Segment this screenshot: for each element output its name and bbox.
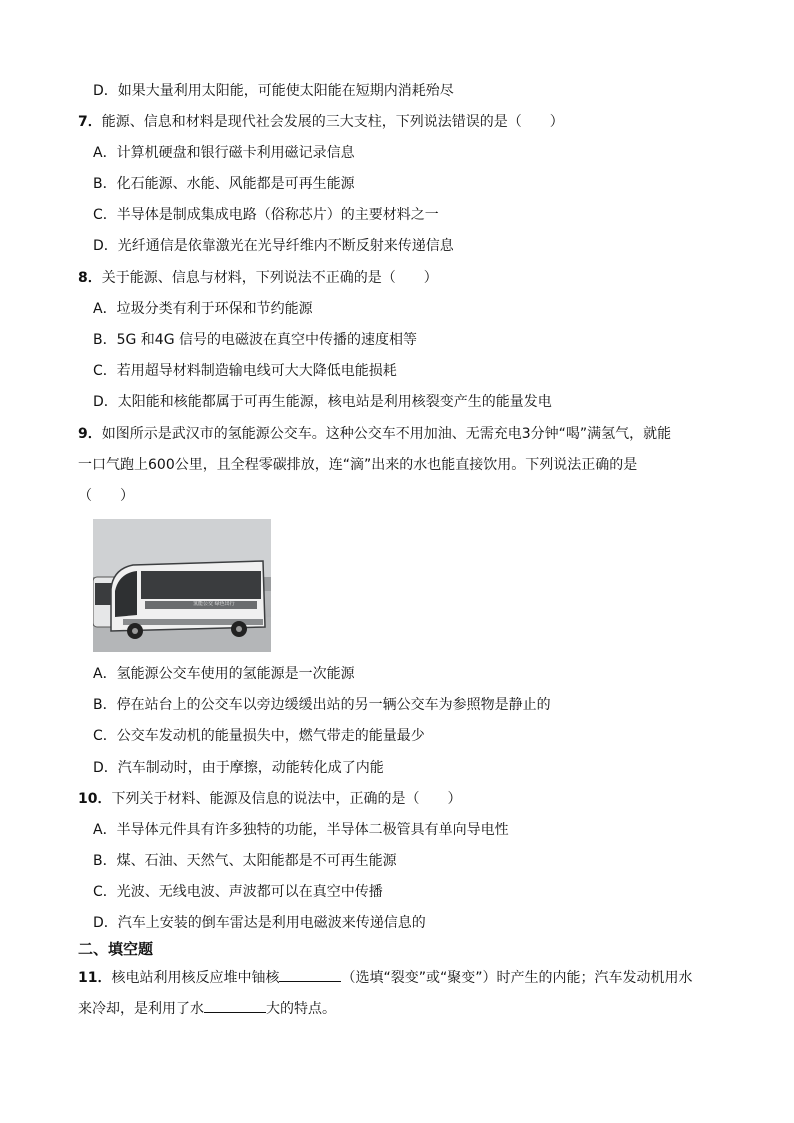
q9-number: 9． <box>78 426 102 442</box>
q11-text-2: （选填“裂变”或“聚变”）时产生的内能；汽车发动机用水 <box>341 970 693 986</box>
q8-stem <box>78 268 438 288</box>
q10-option-b: B．煤、石油、天然气、太阳能都是不可再生能源 <box>93 853 397 869</box>
section-heading-fill-in: 二、填空题 <box>78 940 154 958</box>
q11-text-3: 来冷却，是利用了水 <box>78 1001 204 1017</box>
q9-option-d: D．汽车制动时，由于摩擦，动能转化成了内能 <box>93 760 384 776</box>
q8-option-c: C．若用超导材料制造输电线可大大降低电能损耗 <box>93 363 397 379</box>
bus-illustration <box>93 519 271 652</box>
q6-option-d: D．如果大量利用太阳能，可能使太阳能在短期内消耗殆尽 <box>93 83 454 99</box>
q11-line-1 <box>78 967 693 987</box>
q8-option-a: A．垃圾分类有利于环保和节约能源 <box>93 301 313 317</box>
q7-number: 7． <box>78 114 102 130</box>
q8-option-b: B．5G 和4G 信号的电磁波在真空中传播的速度相等 <box>93 332 418 348</box>
q10-stem <box>78 789 461 809</box>
q7-option-a: A．计算机硬盘和银行磁卡利用磁记录信息 <box>93 145 355 161</box>
q11-number: 11． <box>78 970 112 986</box>
q10-option-a: A．半导体元件具有许多独特的功能，半导体二极管具有单向导电性 <box>93 822 509 838</box>
q11-text-1: 核电站利用核反应堆中铀核 <box>111 970 280 986</box>
q10-stem-text: 下列关于材料、能源及信息的说法中，正确的是（ ） <box>111 791 462 807</box>
q10-option-c: C．光波、无线电波、声波都可以在真空中传播 <box>93 884 383 900</box>
q7-option-d: D．光纤通信是依靠激光在光导纤维内不断反射来传递信息 <box>93 238 454 254</box>
q11-blank-1[interactable] <box>279 967 341 982</box>
q9-stem-line-3: （ ） <box>78 488 134 504</box>
q9-stem-line-1 <box>78 424 671 444</box>
q9-stem-line-2: 一口气跑上600公里，且全程零碳排放，连“滴”出来的水也能直接饮用。下列说法正确的是 <box>78 457 638 473</box>
q10-number: 10． <box>78 791 112 807</box>
q11-line-2 <box>78 998 336 1018</box>
q9-stem-text-1: 如图所示是武汉市的氢能源公交车。这种公交车不用加油、无需充电3分钟“喝”满氢气，就能 <box>101 426 672 442</box>
q11-text-4: 大的特点。 <box>266 1001 336 1017</box>
hydrogen-bus-photo <box>93 519 271 652</box>
q9-option-b: B．停在站台上的公交车以旁边缓缓出站的另一辆公交车为参照物是静止的 <box>93 697 551 713</box>
q7-option-b: B．化石能源、水能、风能都是可再生能源 <box>93 176 355 192</box>
q10-option-d: D．汽车上安装的倒车雷达是利用电磁波来传递信息的 <box>93 915 426 931</box>
q8-option-d: D．太阳能和核能都属于可再生能源，核电站是利用核裂变产生的能量发电 <box>93 394 552 410</box>
q7-option-c: C．半导体是制成集成电路（俗称芯片）的主要材料之一 <box>93 207 439 223</box>
q11-blank-2[interactable] <box>204 998 266 1013</box>
q8-stem-text: 关于能源、信息与材料，下列说法不正确的是（ ） <box>101 270 438 286</box>
q8-number: 8． <box>78 270 102 286</box>
bus-side-sign: 氢能公交 绿色出行 <box>193 601 235 607</box>
q7-stem-text: 能源、信息和材料是现代社会发展的三大支柱，下列说法错误的是（ ） <box>101 114 564 130</box>
q9-option-c: C．公交车发动机的能量损失中，燃气带走的能量最少 <box>93 728 425 744</box>
q9-option-a: A．氢能源公交车使用的氢能源是一次能源 <box>93 666 355 682</box>
q7-stem <box>78 112 564 132</box>
